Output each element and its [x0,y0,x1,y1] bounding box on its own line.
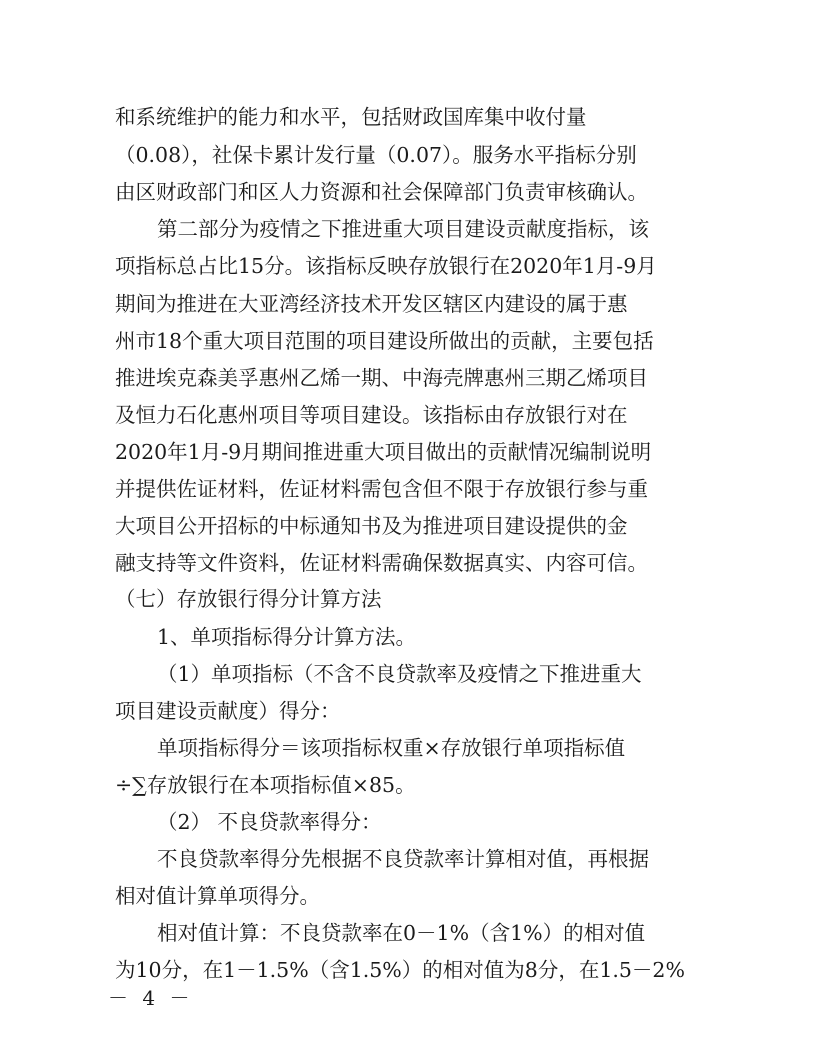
text-line: 由区财政部门和区人力资源和社会保障部门负责审核确认。 [115,180,648,204]
text-line: 州市18个重大项目范围的项目建设所做出的贡献，主要包括 [115,329,654,353]
text-line: 为10分，在1－1.5%（含1.5%）的相对值为8分，在1.5－2% [115,958,685,982]
text-line: 2020年1月-9月期间推进重大项目做出的贡献情况编制说明 [115,440,652,464]
text-line: 融支持等文件资料，佐证材料需确保数据真实、内容可信。 [115,551,648,575]
text-line: 大项目公开招标的中标通知书及为推进项目建设提供的金 [115,514,628,538]
text-line: （1）单项指标（不含不良贷款率及疫情之下推进重大 [157,662,642,686]
formula-line: ÷∑存放银行在本项指标值×85。 [115,773,416,797]
text-line: 期间为推进在大亚湾经济技术开发区辖区内建设的属于惠 [115,292,628,316]
text-line: 第二部分为疫情之下推进重大项目建设贡献度指标，该 [157,217,649,241]
text-line: （0.08），社保卡累计发行量（0.07）。服务水平指标分别 [115,143,637,167]
text-line: 相对值计算单项得分。 [115,884,320,908]
text-line: 及恒力石化惠州项目等项目建设。该指标由存放银行对在 [115,403,628,427]
text-line: 项指标总占比15分。该指标反映存放银行在2020年1月-9月 [115,254,657,278]
text-line: 项目建设贡献度）得分： [115,699,341,723]
text-line: （2） 不良贷款率得分： [157,810,382,834]
section-heading: （七）存放银行得分计算方法 [115,587,382,611]
text-line: 不良贷款率得分先根据不良贷款率计算相对值，再根据 [157,847,649,871]
text-line: 相对值计算：不良贷款率在0－1%（含1%）的相对值 [157,921,646,945]
text-line: 并提供佐证材料，佐证材料需包含但不限于存放银行参与重 [115,477,648,501]
formula-line: 单项指标得分＝该项指标权重×存放银行单项指标值 [157,736,626,760]
subsection-heading: 1、单项指标得分计算方法。 [157,625,417,649]
text-line: 推进埃克森美孚惠州乙烯一期、中海壳牌惠州三期乙烯项目 [115,366,648,390]
page-number: － 4 － [108,986,194,1010]
text-line: 和系统维护的能力和水平，包括财政国库集中收付量 [115,105,587,129]
